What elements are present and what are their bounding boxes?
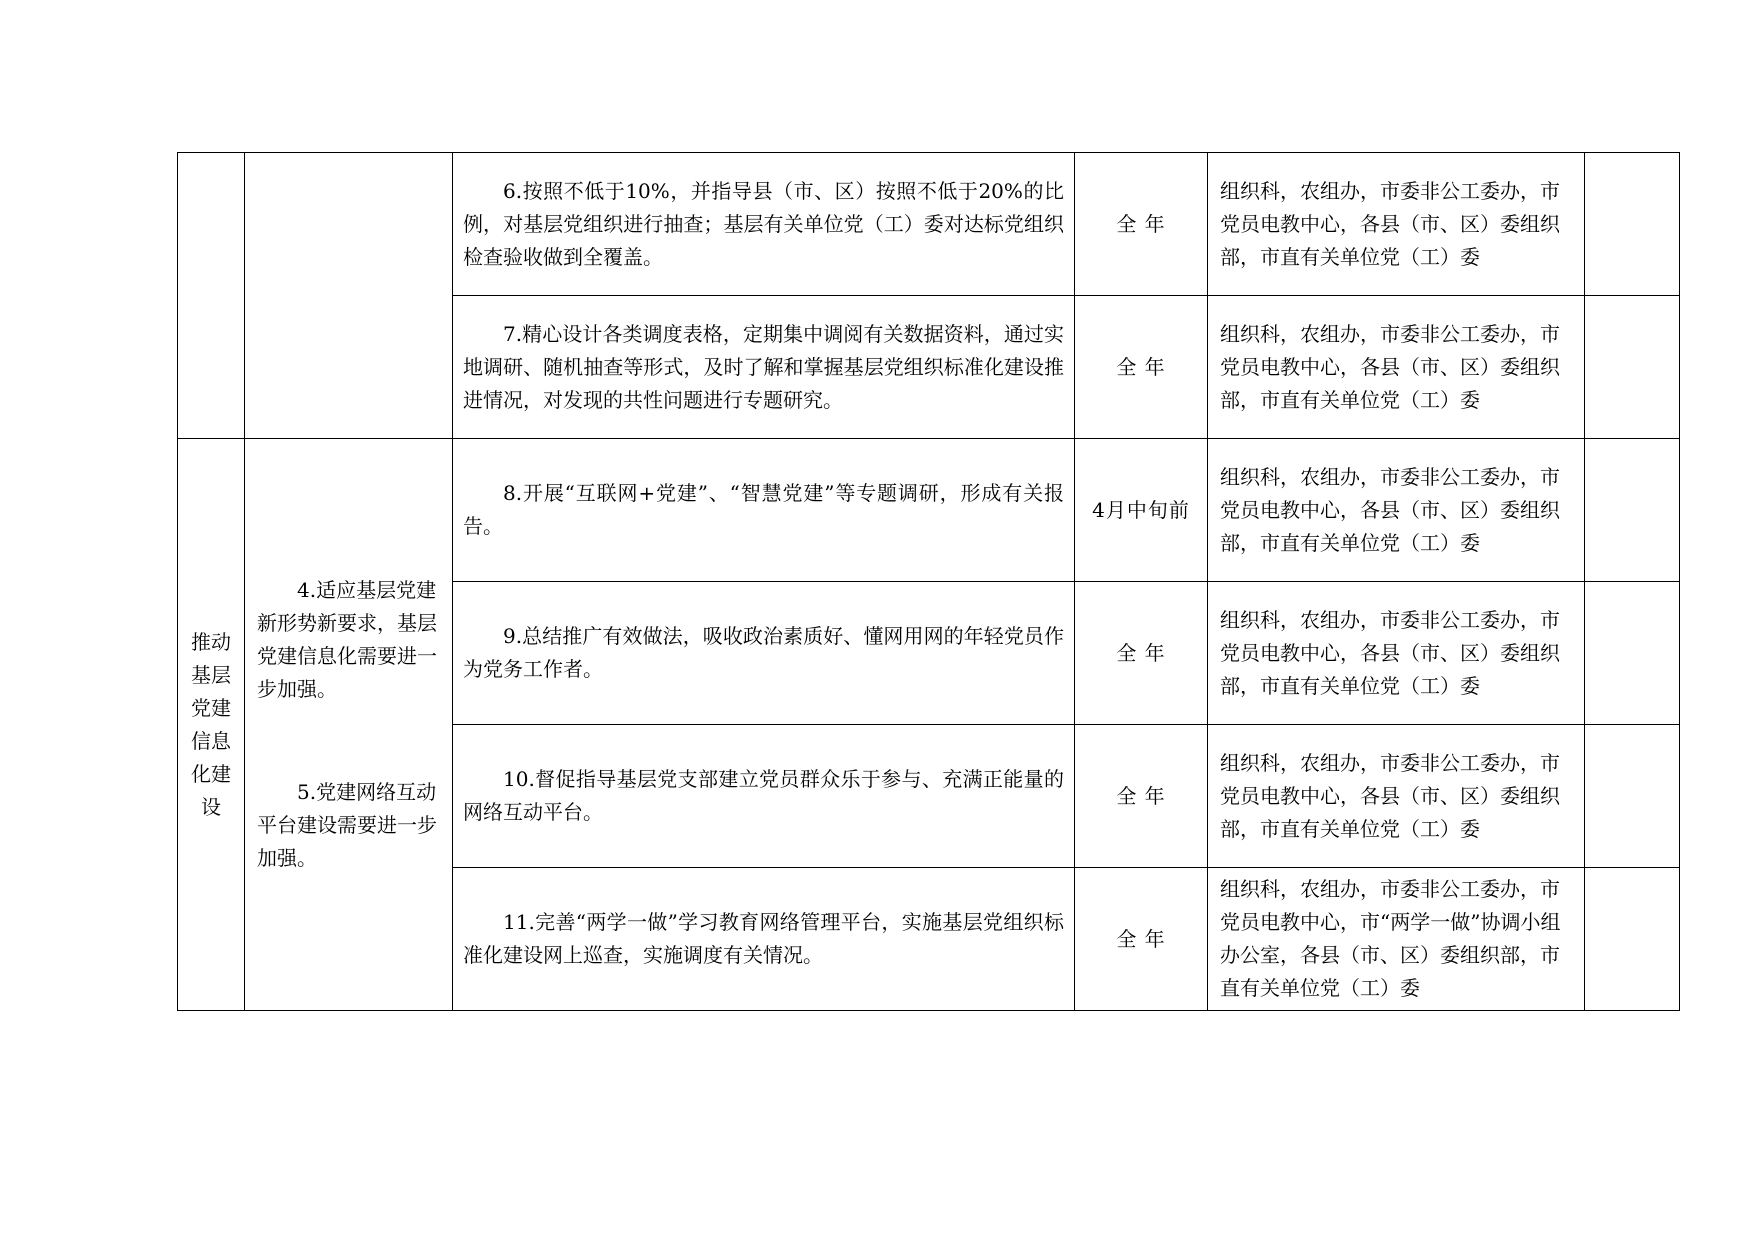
table-row xyxy=(178,439,1680,582)
responsible-cell xyxy=(1208,725,1585,868)
table-row xyxy=(178,153,1680,296)
responsible-cell xyxy=(1208,296,1585,439)
problem-cell xyxy=(245,439,453,1011)
time-cell: 4月中旬前 xyxy=(1075,439,1208,582)
problem-spacer xyxy=(257,706,442,776)
problem-cell-continued xyxy=(245,153,453,439)
responsible-cell xyxy=(1208,868,1585,1011)
task-cell xyxy=(453,725,1075,868)
task-text: 8.开展“互联网+党建”、“智慧党建”等专题调研，形成有关报告。 xyxy=(463,481,1064,538)
remarks-cell xyxy=(1585,582,1680,725)
time-cell: 全 年 xyxy=(1075,296,1208,439)
remarks-cell xyxy=(1585,153,1680,296)
responsible-text: 组织科，农组办，市委非公工委办，市党员电教中心，各县（市、区）委组织部，市直有关单位党（工）委 xyxy=(1220,750,1560,841)
time-cell: 全 年 xyxy=(1075,153,1208,296)
work-plan-table xyxy=(177,152,1680,1011)
responsible-cell xyxy=(1208,582,1585,725)
task-cell xyxy=(453,582,1075,725)
task-cell xyxy=(453,296,1075,439)
task-text: 11.完善“两学一做”学习教育网络管理平台，实施基层党组织标准化建设网上巡查，实施调度有关情况。 xyxy=(463,910,1064,967)
remarks-cell xyxy=(1585,868,1680,1011)
problem-text: 4.适应基层党建新形势新要求，基层党建信息化需要进一步加强。 xyxy=(257,578,437,701)
responsible-text: 组织科，农组办，市委非公工委办，市党员电教中心，市“两学一做”协调小组办公室，各县（市、区）委组织部，市直有关单位党（工）委 xyxy=(1220,877,1561,1000)
task-cell xyxy=(453,153,1075,296)
problem-text: 5.党建网络互动平台建设需要进一步加强。 xyxy=(257,780,437,870)
category-cell-continued xyxy=(178,153,245,439)
responsible-text: 组织科，农组办，市委非公工委办，市党员电教中心，各县（市、区）委组织部，市直有关单位党（工）委 xyxy=(1220,178,1560,269)
task-text: 9.总结推广有效做法，吸收政治素质好、懂网用网的年轻党员作为党务工作者。 xyxy=(463,624,1064,681)
remarks-cell xyxy=(1585,296,1680,439)
responsible-cell xyxy=(1208,439,1585,582)
responsible-text: 组织科，农组办，市委非公工委办，市党员电教中心，各县（市、区）委组织部，市直有关单位党（工）委 xyxy=(1220,607,1560,698)
remarks-cell xyxy=(1585,439,1680,582)
responsible-text: 组织科，农组办，市委非公工委办，市党员电教中心，各县（市、区）委组织部，市直有关单位党（工）委 xyxy=(1220,321,1560,412)
time-cell: 全 年 xyxy=(1075,868,1208,1011)
responsible-text: 组织科，农组办，市委非公工委办，市党员电教中心，各县（市、区）委组织部，市直有关单位党（工）委 xyxy=(1220,464,1560,555)
time-cell: 全 年 xyxy=(1075,725,1208,868)
time-cell: 全 年 xyxy=(1075,582,1208,725)
task-cell xyxy=(453,868,1075,1011)
task-text: 6.按照不低于10%，并指导县（市、区）按照不低于20%的比例，对基层党组织进行抽查；基层有关单位党（工）委对达标党组织检查验收做到全覆盖。 xyxy=(463,178,1064,269)
category-cell xyxy=(178,439,245,1011)
task-cell xyxy=(453,439,1075,582)
responsible-cell xyxy=(1208,153,1585,296)
task-text: 7.精心设计各类调度表格，定期集中调阅有关数据资料，通过实地调研、随机抽查等形式，及时了解和掌握基层党组织标准化建设推进情况，对发现的共性问题进行专题研究。 xyxy=(463,321,1064,412)
task-text: 10.督促指导基层党支部建立党员群众乐于参与、充满正能量的网络互动平台。 xyxy=(463,767,1064,824)
category-text: 推动基层党建信息化建设 xyxy=(191,629,231,819)
remarks-cell xyxy=(1585,725,1680,868)
